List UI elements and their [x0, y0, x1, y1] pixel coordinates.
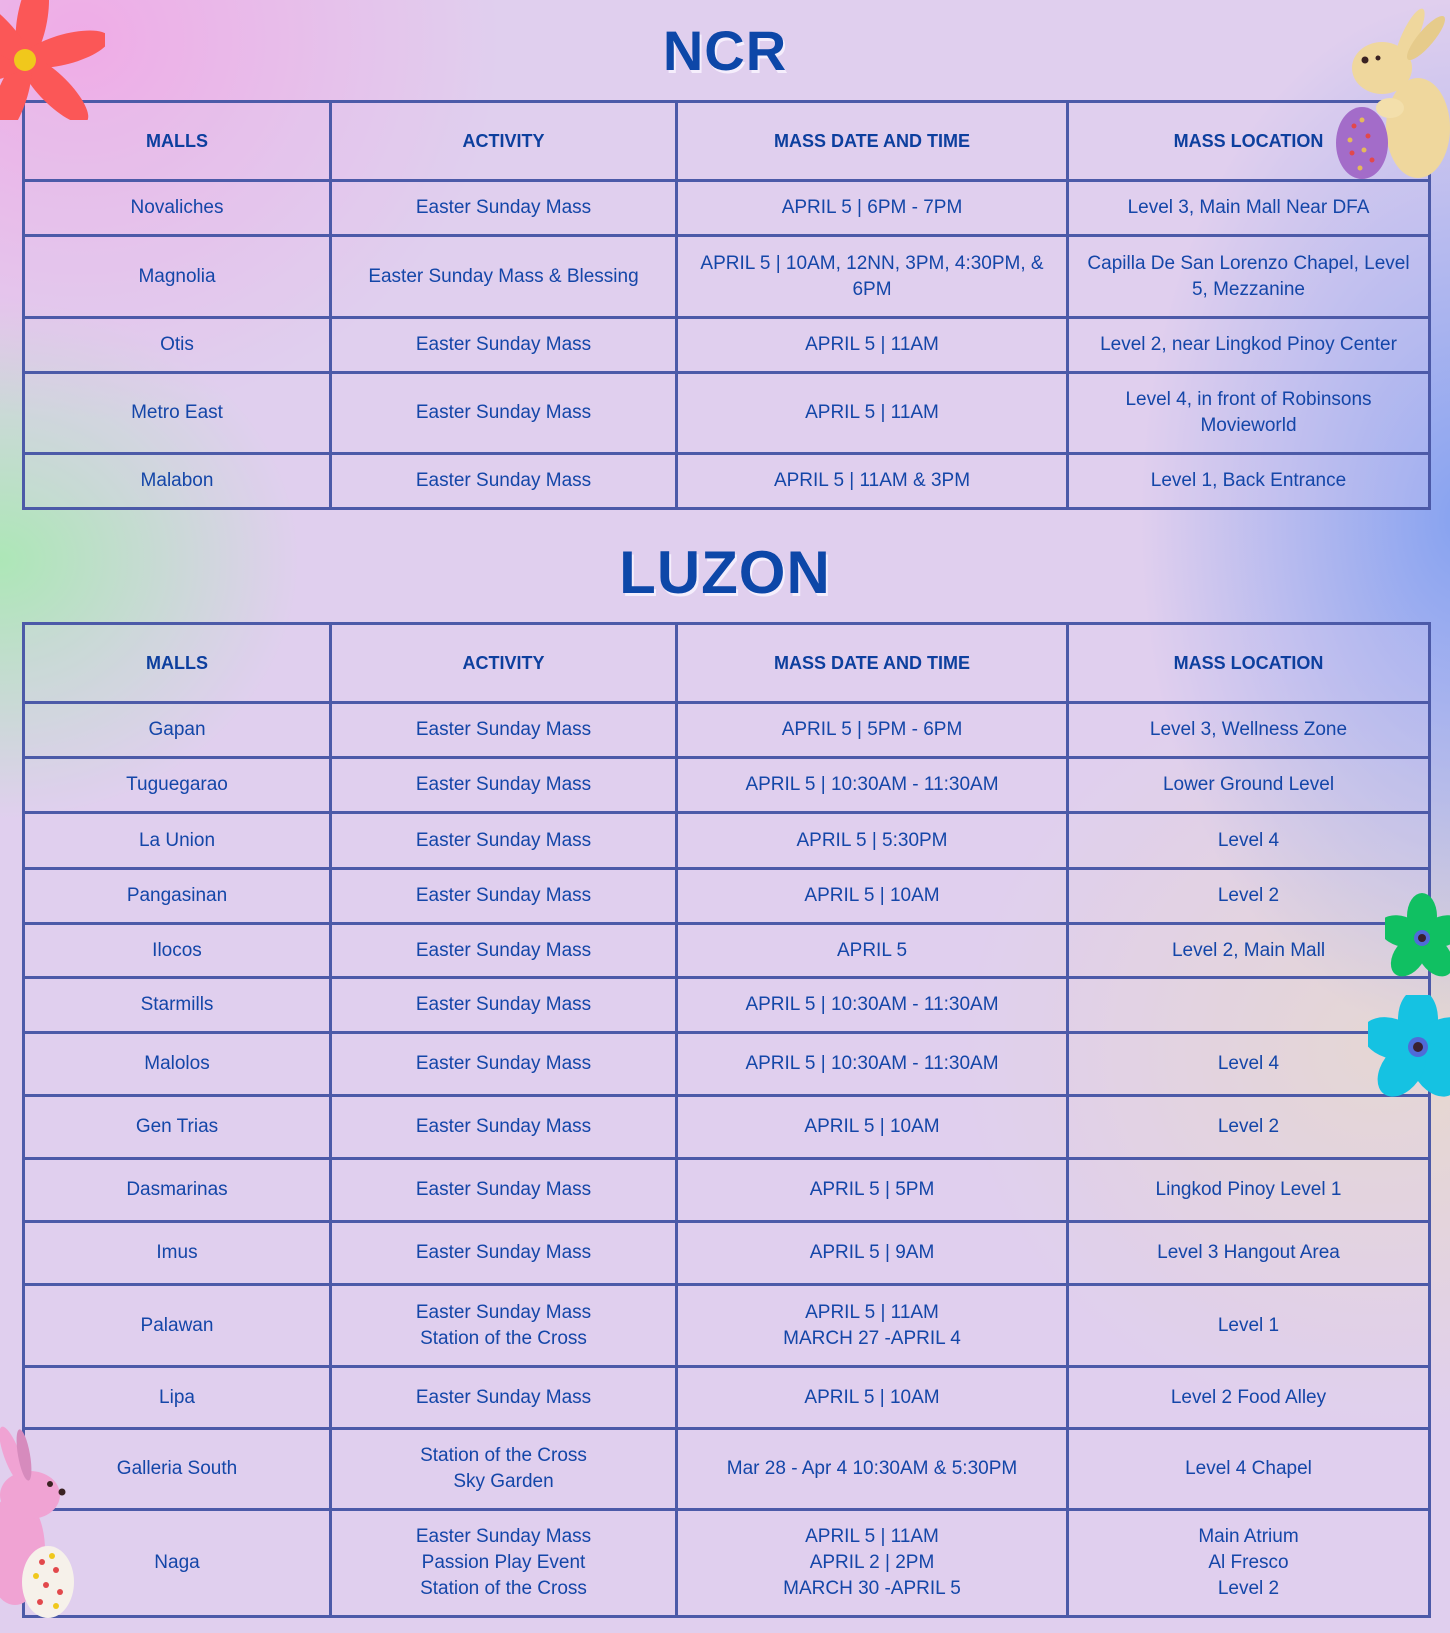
- datetime-cell: [677, 758, 1068, 813]
- activity-cell: [331, 1285, 677, 1367]
- location-cell-line: Level 1, Back Entrance: [1150, 470, 1347, 491]
- mall-cell: Gen Trias: [24, 1096, 331, 1159]
- activity-cell-line: Easter Sunday Mass: [415, 885, 592, 906]
- table-row: [24, 1285, 1430, 1367]
- datetime-cell: [677, 1285, 1068, 1367]
- activity-cell: [331, 1510, 677, 1617]
- datetime-cell-line: APRIL 5 | 11AM: [805, 1301, 939, 1323]
- activity-cell: [331, 1159, 677, 1222]
- table-row: [24, 1429, 1430, 1510]
- activity-cell: [331, 1429, 677, 1510]
- datetime-cell-line: APRIL 5 | 10AM: [804, 885, 940, 906]
- activity-cell-line: Easter Sunday Mass: [415, 197, 592, 218]
- datetime-cell: [677, 454, 1068, 509]
- activity-cell-line: Easter Sunday Mass: [415, 1179, 592, 1200]
- mall-cell: Malabon: [24, 454, 331, 509]
- location-cell: [1068, 181, 1430, 236]
- location-cell-line: Al Fresco: [1208, 1552, 1289, 1573]
- table-row: [24, 1510, 1430, 1617]
- location-cell-line: Level 2: [1217, 1578, 1280, 1599]
- activity-cell: [331, 869, 677, 924]
- datetime-cell: [677, 813, 1068, 869]
- activity-cell-line: Easter Sunday Mass: [415, 829, 592, 851]
- mall-cell: Lipa: [24, 1367, 331, 1429]
- mall-cell: Dasmarinas: [24, 1159, 331, 1222]
- activity-cell-line: Passion Play Event: [421, 1552, 586, 1573]
- location-cell: [1068, 1510, 1430, 1617]
- header-mass-location: MASS LOCATION: [1068, 624, 1430, 703]
- table-row: [24, 1222, 1430, 1285]
- table-row: [24, 1096, 1430, 1159]
- mall-cell: Starmills: [24, 978, 331, 1033]
- location-cell-line: Level 1: [1217, 1314, 1280, 1336]
- mall-cell: La Union: [24, 813, 331, 869]
- activity-cell-line: Easter Sunday Mass: [415, 774, 592, 795]
- location-cell: [1068, 758, 1430, 813]
- activity-cell-line: Easter Sunday Mass: [415, 1242, 592, 1263]
- table-row: [24, 181, 1430, 236]
- datetime-cell-line: APRIL 5 | 5PM: [809, 1179, 935, 1200]
- datetime-cell: [677, 1033, 1068, 1096]
- location-cell-line: Level 2: [1217, 1116, 1280, 1137]
- red-flower-icon: [0, 0, 105, 120]
- activity-cell-line: Easter Sunday Mass: [415, 1116, 592, 1137]
- activity-cell-line: Easter Sunday Mass & Blessing: [368, 265, 639, 287]
- location-cell-line: Level 4, in front of Robinsons Movieworld: [1125, 389, 1372, 436]
- datetime-cell: [677, 869, 1068, 924]
- location-cell: [1068, 869, 1430, 924]
- datetime-cell-line: APRIL 5 | 11AM: [805, 1526, 939, 1547]
- datetime-cell: [677, 1096, 1068, 1159]
- activity-cell-line: Sky Garden: [453, 1471, 554, 1492]
- location-cell-line: Level 3, Main Mall Near DFA: [1127, 197, 1370, 218]
- table-row: [24, 318, 1430, 373]
- location-cell-line: Level 4: [1217, 829, 1280, 851]
- location-cell: [1068, 1367, 1430, 1429]
- location-cell: [1068, 236, 1430, 318]
- activity-cell: [331, 236, 677, 318]
- table-header-row: [24, 102, 1430, 181]
- datetime-cell-line: Mar 28 - Apr 4 10:30AM & 5:30PM: [726, 1458, 1018, 1479]
- activity-cell-line: Easter Sunday Mass: [415, 1386, 592, 1408]
- datetime-cell-line: APRIL 5 | 11AM: [805, 402, 939, 423]
- activity-cell-line: Easter Sunday Mass: [415, 470, 592, 491]
- activity-cell-line: Easter Sunday Mass: [415, 1526, 592, 1547]
- activity-cell: [331, 813, 677, 869]
- activity-cell-line: Station of the Cross: [420, 1445, 587, 1466]
- header-mass-date-time: MASS DATE AND TIME: [677, 102, 1068, 181]
- activity-cell: [331, 924, 677, 978]
- location-cell: [1068, 703, 1430, 758]
- datetime-cell: [677, 1510, 1068, 1617]
- mall-cell: Gapan: [24, 703, 331, 758]
- location-cell-line: Level 3 Hangout Area: [1157, 1242, 1340, 1263]
- activity-cell-line: Easter Sunday Mass: [415, 719, 592, 740]
- mall-cell: Otis: [24, 318, 331, 373]
- location-cell: [1068, 1159, 1430, 1222]
- location-cell-line: Level 2, near Lingkod Pinoy Center: [1100, 334, 1397, 355]
- table-row: [24, 703, 1430, 758]
- datetime-cell-line: APRIL 5 | 10:30AM - 11:30AM: [745, 994, 999, 1015]
- location-cell: [1068, 318, 1430, 373]
- activity-cell-line: Easter Sunday Mass: [415, 939, 592, 961]
- table-row: [24, 869, 1430, 924]
- cyan-flower-icon: [1368, 995, 1450, 1115]
- datetime-cell: [677, 978, 1068, 1033]
- activity-cell: [331, 1096, 677, 1159]
- activity-cell-line: Easter Sunday Mass: [415, 994, 592, 1015]
- location-cell: [1068, 454, 1430, 509]
- location-cell-line: Lingkod Pinoy Level 1: [1155, 1179, 1342, 1200]
- mall-cell: Tuguegarao: [24, 758, 331, 813]
- table-row: [24, 978, 1430, 1033]
- mall-cell: Metro East: [24, 373, 331, 454]
- section-title-luzon: LUZON: [619, 539, 831, 606]
- datetime-cell-line: APRIL 5 | 11AM: [805, 334, 939, 355]
- activity-cell: [331, 181, 677, 236]
- location-cell-line: Main Atrium: [1198, 1526, 1299, 1547]
- header-malls: MALLS: [24, 102, 331, 181]
- activity-cell-line: Easter Sunday Mass: [415, 402, 592, 423]
- datetime-cell-line: APRIL 5 | 11AM & 3PM: [773, 470, 971, 491]
- activity-cell: [331, 1222, 677, 1285]
- location-cell-line: Level 3, Wellness Zone: [1149, 719, 1348, 740]
- location-cell: [1068, 813, 1430, 869]
- green-flower-icon: [1385, 893, 1450, 988]
- location-cell-line: Level 4: [1217, 1053, 1280, 1074]
- activity-cell: [331, 373, 677, 454]
- location-cell: [1068, 1429, 1430, 1510]
- location-cell-line: Lower Ground Level: [1162, 774, 1335, 795]
- datetime-cell: [677, 373, 1068, 454]
- location-cell: [1068, 1285, 1430, 1367]
- activity-cell: [331, 978, 677, 1033]
- ncr-schedule-table: [22, 100, 1431, 510]
- datetime-cell-line: MARCH 27 -APRIL 4: [783, 1327, 961, 1349]
- datetime-cell: [677, 1159, 1068, 1222]
- datetime-cell-line: MARCH 30 -APRIL 5: [783, 1578, 961, 1599]
- datetime-cell: [677, 318, 1068, 373]
- table-header-row: [24, 624, 1430, 703]
- luzon-schedule-table: [22, 622, 1431, 1618]
- datetime-cell-line: APRIL 5 | 10AM: [804, 1386, 940, 1408]
- location-cell-line: Capilla De San Lorenzo Chapel, Level 5, Mezzanine: [1087, 252, 1410, 300]
- datetime-cell: [677, 1222, 1068, 1285]
- datetime-cell: [677, 703, 1068, 758]
- table-row: [24, 236, 1430, 318]
- mall-cell: Novaliches: [24, 181, 331, 236]
- location-cell-line: Level 2 Food Alley: [1170, 1386, 1327, 1408]
- mall-cell: Magnolia: [24, 236, 331, 318]
- datetime-cell-line: APRIL 5: [836, 939, 908, 961]
- activity-cell: [331, 758, 677, 813]
- activity-cell: [331, 1033, 677, 1096]
- mall-cell: Ilocos: [24, 924, 331, 978]
- mall-cell: Galleria South: [24, 1429, 331, 1510]
- table-row: [24, 454, 1430, 509]
- activity-cell: [331, 454, 677, 509]
- activity-cell-line: Easter Sunday Mass: [415, 1301, 592, 1323]
- datetime-cell: [677, 1367, 1068, 1429]
- location-cell: [1068, 373, 1430, 454]
- activity-cell-line: Station of the Cross: [420, 1327, 587, 1349]
- location-cell: [1068, 924, 1430, 978]
- datetime-cell-line: APRIL 2 | 2PM: [809, 1552, 935, 1573]
- datetime-cell-line: APRIL 5 | 5:30PM: [796, 829, 948, 851]
- activity-cell-line: Easter Sunday Mass: [415, 334, 592, 355]
- yellow-bunny-with-purple-egg-icon: [1330, 8, 1450, 183]
- datetime-cell-line: APRIL 5 | 10AM, 12NN, 3PM, 4:30PM, & 6PM: [700, 252, 1044, 300]
- pink-bunny-with-heart-egg-icon: [0, 1420, 85, 1620]
- header-mass-location: MASS LOCATION: [1068, 102, 1430, 181]
- table-row: [24, 1033, 1430, 1096]
- header-mass-date-time: MASS DATE AND TIME: [677, 624, 1068, 703]
- mall-cell: Naga: [24, 1510, 331, 1617]
- header-malls: MALLS: [24, 624, 331, 703]
- table-row: [24, 758, 1430, 813]
- datetime-cell: [677, 236, 1068, 318]
- table-row: [24, 1367, 1430, 1429]
- mall-cell: Pangasinan: [24, 869, 331, 924]
- table-row: [24, 1159, 1430, 1222]
- header-activity: ACTIVITY: [331, 102, 677, 181]
- datetime-cell: [677, 1429, 1068, 1510]
- activity-cell: [331, 703, 677, 758]
- header-activity: ACTIVITY: [331, 624, 677, 703]
- datetime-cell-line: APRIL 5 | 10:30AM - 11:30AM: [745, 1053, 999, 1074]
- table-row: [24, 373, 1430, 454]
- datetime-cell: [677, 924, 1068, 978]
- activity-cell: [331, 318, 677, 373]
- section-title-ncr: NCR: [662, 19, 788, 82]
- activity-cell-line: Station of the Cross: [420, 1578, 587, 1599]
- mall-cell: Imus: [24, 1222, 331, 1285]
- table-row: [24, 924, 1430, 978]
- table-row: [24, 813, 1430, 869]
- datetime-cell-line: APRIL 5 | 5PM - 6PM: [781, 719, 963, 740]
- datetime-cell-line: APRIL 5 | 6PM - 7PM: [781, 197, 963, 218]
- location-cell-line: Level 2, Main Mall: [1171, 939, 1326, 961]
- location-cell: [1068, 1222, 1430, 1285]
- location-cell-line: Level 4 Chapel: [1185, 1458, 1312, 1479]
- location-cell-line: Level 2: [1217, 885, 1280, 906]
- datetime-cell: [677, 181, 1068, 236]
- activity-cell-line: Easter Sunday Mass: [415, 1053, 592, 1074]
- datetime-cell-line: APRIL 5 | 10AM: [804, 1116, 940, 1137]
- datetime-cell-line: APRIL 5 | 10:30AM - 11:30AM: [745, 774, 999, 795]
- mall-cell: Malolos: [24, 1033, 331, 1096]
- datetime-cell-line: APRIL 5 | 9AM: [809, 1242, 935, 1263]
- mall-cell: Palawan: [24, 1285, 331, 1367]
- activity-cell: [331, 1367, 677, 1429]
